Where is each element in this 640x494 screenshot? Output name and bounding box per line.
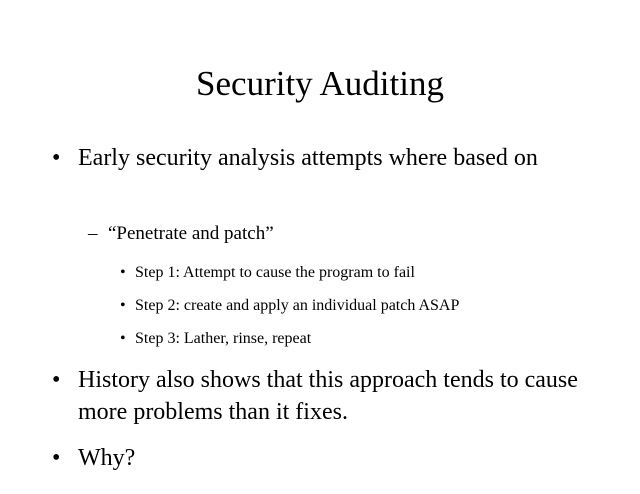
slide-title: Security Auditing [196, 64, 444, 103]
sub-bullet-penetrate-and-patch [88, 222, 588, 246]
step-1-bullet [120, 262, 600, 284]
bullet-text: History also shows that this approach tends to cause more problems than it fixes. [78, 367, 578, 425]
dash-marker: – [88, 223, 98, 244]
step-2-bullet [120, 295, 600, 317]
bullet-text: Why? [78, 445, 136, 471]
bullet-text: Step 3: Lather, rinse, repeat [135, 330, 312, 347]
bullet-why [52, 442, 612, 474]
bullet-marker: • [120, 330, 126, 347]
bullet-text: “Penetrate and patch” [108, 223, 274, 244]
bullet-marker: • [52, 367, 61, 393]
bullet-text: Step 1: Attempt to cause the program to fail [135, 264, 415, 281]
bullet-marker: • [120, 264, 126, 281]
bullet-early-security-analysis [52, 142, 612, 174]
bullet-history [52, 364, 612, 428]
bullet-marker: • [120, 297, 126, 314]
step-3-bullet [120, 328, 600, 350]
bullet-text: Early security analysis attempts where based on [78, 145, 538, 171]
bullet-text: Step 2: create and apply an individual patch ASAP [135, 297, 460, 314]
bullet-marker: • [52, 145, 61, 171]
bullet-marker: • [52, 445, 61, 471]
